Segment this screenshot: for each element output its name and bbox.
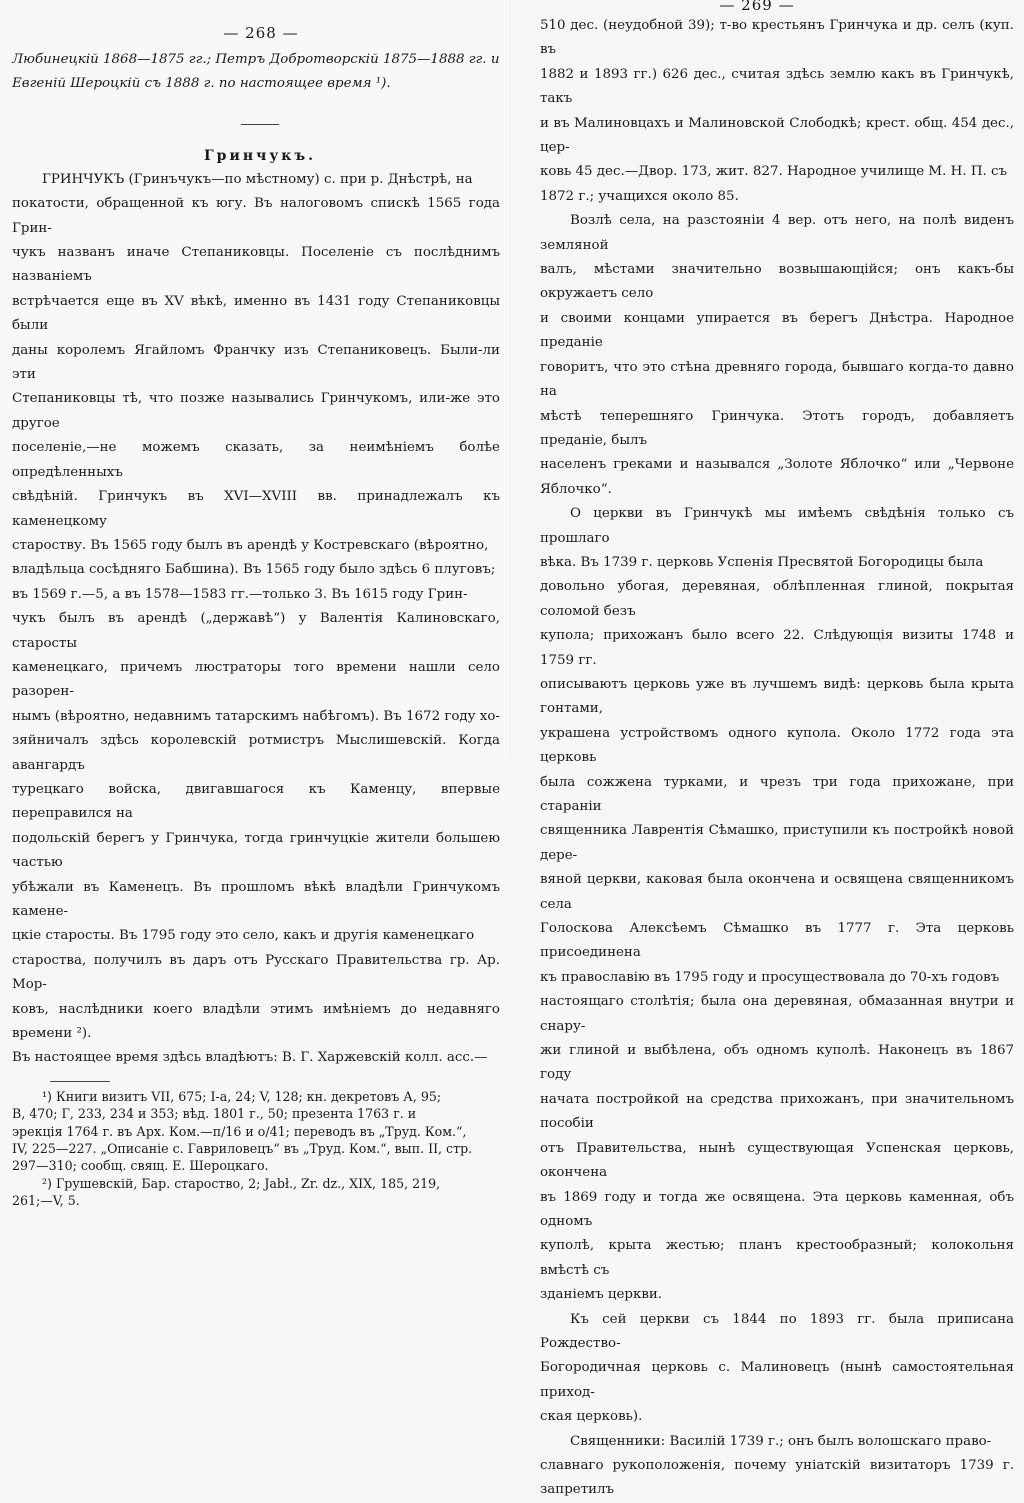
text-line: встрѣчается еще въ XV вѣкѣ, именно въ 1431 году Степаниковцы были (12, 293, 500, 334)
page-number-left: — 268 — (223, 24, 299, 42)
text-line: 1882 и 1893 гг.) 626 дес., считая здѣсь землю какъ въ Гринчукѣ, такъ (540, 66, 1014, 107)
text-line: вяной церкви, каковая была окончена и освящена священникомъ села (540, 872, 1014, 912)
text-line: Голоскова Алексѣемъ Сѣмашко въ 1777 г. Эта церковь присоединена (540, 921, 1014, 961)
text-line: къ православію въ 1795 году и просуществовала до 70-хъ годовъ (540, 969, 1000, 985)
text-line: ГРИНЧУКЪ (Гринъчукъ—по мѣстному) с. при р. Днѣстрѣ, на (42, 171, 473, 187)
text-line: Возлѣ села, на разстояніи 4 вер. отъ него, на полѣ виденъ земляной (540, 213, 1014, 253)
text-line: Въ настоящее время здѣсь владѣютъ: В. Г. Харжевскій колл. асс.— (12, 1050, 488, 1066)
text-line: убѣжали въ Каменецъ. Въ прошломъ вѣкѣ владѣли Гринчукомъ камене- (12, 879, 500, 919)
text-line: жи глиной и выбѣлена, объ одномъ куполѣ. Наконецъ въ 1867 году (540, 1043, 1014, 1083)
text-line: была сожжена турками, и чрезъ три года прихожане, при стараніи (540, 774, 1014, 814)
text-line: отъ Правительства, нынѣ существующая Успенская церковь, окончена (540, 1140, 1014, 1181)
text-line: ковъ, наслѣдники коего владѣли этимъ имѣніемъ до недавняго времени ²). (12, 1001, 500, 1042)
footnote-line: ¹) Книги визитъ VII, 675; I-а, 24; V, 128; кн. декретовъ А, 95; (42, 1088, 442, 1104)
text-line: вѣка. Въ 1739 г. церковь Успенія Пресвятой Богородицы была (540, 554, 984, 570)
footnote-line: ²) Грушевскій, Бар. староство, 2; Jabł., Zr. dz., XIX, 185, 219, (42, 1175, 441, 1191)
text-line: настоящаго столѣтія; была она деревяная, обмазанная внутри и снару- (540, 994, 1014, 1034)
text-line: О церкви въ Гринчукѣ мы имѣемъ свѣдѣнія только съ прошлаго (540, 506, 1014, 546)
text-line: куполѣ, крыта жестью; планъ крестообразный; колокольня вмѣстѣ съ (540, 1238, 1014, 1278)
text-line: ковь 45 дес.—Двор. 173, жит. 827. Народное училище М. Н. П. съ (540, 164, 1008, 180)
footnote-divider (50, 1081, 110, 1082)
text-line: и своими концами упирается въ берегъ Днѣстра. Народное преданіе (540, 310, 1014, 351)
text-line: Степаниковцы тѣ, что позже назывались Гринчукомъ, или-же это другое (12, 391, 500, 431)
text-line: чукъ былъ въ арендѣ („державѣ“) у Валентія Калиновскаго, старосты (12, 611, 500, 651)
text-line: зданіемъ церкви. (540, 1287, 663, 1303)
text-line: украшена устройствомъ одного купола. Около 1772 года эта церковь (540, 725, 1014, 766)
text-line: турецкаго войска, двигавшагося къ Каменцу, впервые переправился на (12, 781, 500, 822)
left-page (0, 0, 512, 1209)
text-line: въ 1569 г.—5, а въ 1578—1583 гг.—только 3. Въ 1615 году Грин- (12, 586, 468, 602)
text-line: Священники: Василій 1739 г.; онъ былъ волошскаго право- (570, 1433, 992, 1449)
text-line: говоритъ, что это стѣна древняго города, бывшаго когда-то давно на (540, 359, 1014, 400)
text-line: славнаго рукоположенія, почему уніатскій визитаторъ 1739 г. запретилъ (540, 1457, 1014, 1498)
text-line: владѣльца сосѣдняго Бабшина). Въ 1565 году было здѣсь 6 плуговъ; (12, 562, 496, 578)
footnote-line: IV, 225—227. „Описаніе с. Гавриловецъ“ въ „Труд. Ком.“, вып. II, стр. (12, 1141, 473, 1157)
text-line: Богородичная церковь с. Малиновецъ (нынѣ самостоятельная приход- (540, 1360, 1014, 1400)
intro-text (12, 48, 500, 97)
text-line: 510 дес. (неудобной 39); т-во крестьянъ Гринчука и др. селъ (куп. въ (540, 18, 1014, 58)
text-line: купола; прихожанъ было всего 22. Слѣдующія визиты 1748 и 1759 гг. (540, 628, 1014, 668)
section-heading: Гринчукъ. (203, 147, 317, 164)
text-line: покатости, обращенной къ югу. Въ налоговомъ спискѣ 1565 года Грин- (12, 196, 500, 236)
text-line: населенъ греками и назывался „Золоте Яблочко“ или „Червоне Яблочко“. (540, 457, 1014, 497)
footnotes (12, 1088, 500, 1210)
footnote-line: В, 470; Г, 233, 234 и 353; вѣд. 1801 г., 50; презента 1763 г. и (12, 1106, 417, 1122)
text-line: зяйничалъ здѣсь королевскій ротмистръ Мыслишевскій. Когда авангардъ (12, 733, 500, 773)
body-text-right (540, 14, 1014, 1503)
right-page (512, 0, 1024, 1498)
text-line: даны королемъ Ягайломъ Франчку изъ Степаниковецъ. Были-ли эти (12, 342, 500, 383)
text-line: Евгеній Шероцкій съ 1888 г. по настоящее время ¹). (12, 76, 391, 92)
text-line: начата постройкой на средства прихожанъ, при значительномъ пособіи (540, 1091, 1014, 1132)
text-line: староства, получилъ въ даръ отъ Русскаго Правительства гр. Ар. Мор- (12, 952, 500, 993)
text-line: свѣдѣній. Гринчукъ въ XVI—XVIII вв. принадлежалъ къ каменецкому (12, 489, 500, 529)
text-line: и въ Малиновцахъ и Малиновской Слободкѣ; крест. общ. 454 дес., цер- (540, 115, 1014, 156)
text-line: Любинецкій 1868—1875 гг.; Петръ Добротворскій 1875—1888 гг. и (12, 52, 500, 67)
text-line: довольно убогая, деревяная, облѣпленная глиной, покрытая соломой безъ (540, 579, 1014, 619)
footnote-line: эрекція 1764 г. въ Арх. Ком.—п/16 и о/41; переводъ въ „Труд. Ком.“, (12, 1123, 467, 1139)
text-line: цкіе старосты. Въ 1795 году это село, какъ и другія каменецкаго (12, 928, 475, 944)
body-paragraph-left (12, 168, 500, 1071)
text-line: Къ сей церкви съ 1844 по 1893 гг. была приписана Рождество- (540, 1311, 1014, 1351)
text-line: нымъ (вѣроятно, недавнимъ татарскимъ набѣгомъ). Въ 1672 году хо- (12, 708, 500, 724)
text-line: 1872 г.; учащихся около 85. (540, 188, 739, 204)
page-number-right: — 269 — (719, 0, 795, 14)
text-line: подольскій берегъ у Гринчука, тогда гринчуцкіе жители большею частью (12, 830, 500, 871)
footnote-line: 261;—V, 5. (12, 1193, 80, 1209)
text-line: описываютъ церковь уже въ лучшемъ видѣ: церковь была крыта гонтами, (540, 676, 1014, 717)
text-line: чукъ названъ иначе Степаниковцы. Поселеніе съ послѣднимъ названіемъ (12, 245, 500, 285)
text-line: староству. Въ 1565 году былъ въ арендѣ у Костревскаго (вѣроятно, (12, 537, 489, 553)
footnote-line: 297—310; сообщ. свящ. Е. Шероцкаго. (12, 1158, 269, 1174)
text-line: валъ, мѣстами значительно возвышающійся; онъ какъ-бы окружаетъ село (540, 262, 1014, 302)
text-line: въ 1869 году и тогда же освящена. Эта церковь каменная, объ одномъ (540, 1189, 1014, 1229)
text-line: ская церковь). (540, 1409, 643, 1425)
text-line: священника Лаврентія Сѣмашко, приступили къ постройкѣ новой дере- (540, 823, 1014, 863)
text-line: мѣстѣ теперешняго Гринчука. Этотъ городъ, добавляетъ преданіе, былъ (540, 408, 1014, 448)
text-line: поселеніе,—не можемъ сказать, за неимѣніемъ болѣе опредѣленныхъ (12, 440, 500, 480)
text-line: каменецкаго, причемъ люстраторы того времени нашли село разорен- (12, 659, 500, 700)
section-divider (241, 124, 279, 125)
